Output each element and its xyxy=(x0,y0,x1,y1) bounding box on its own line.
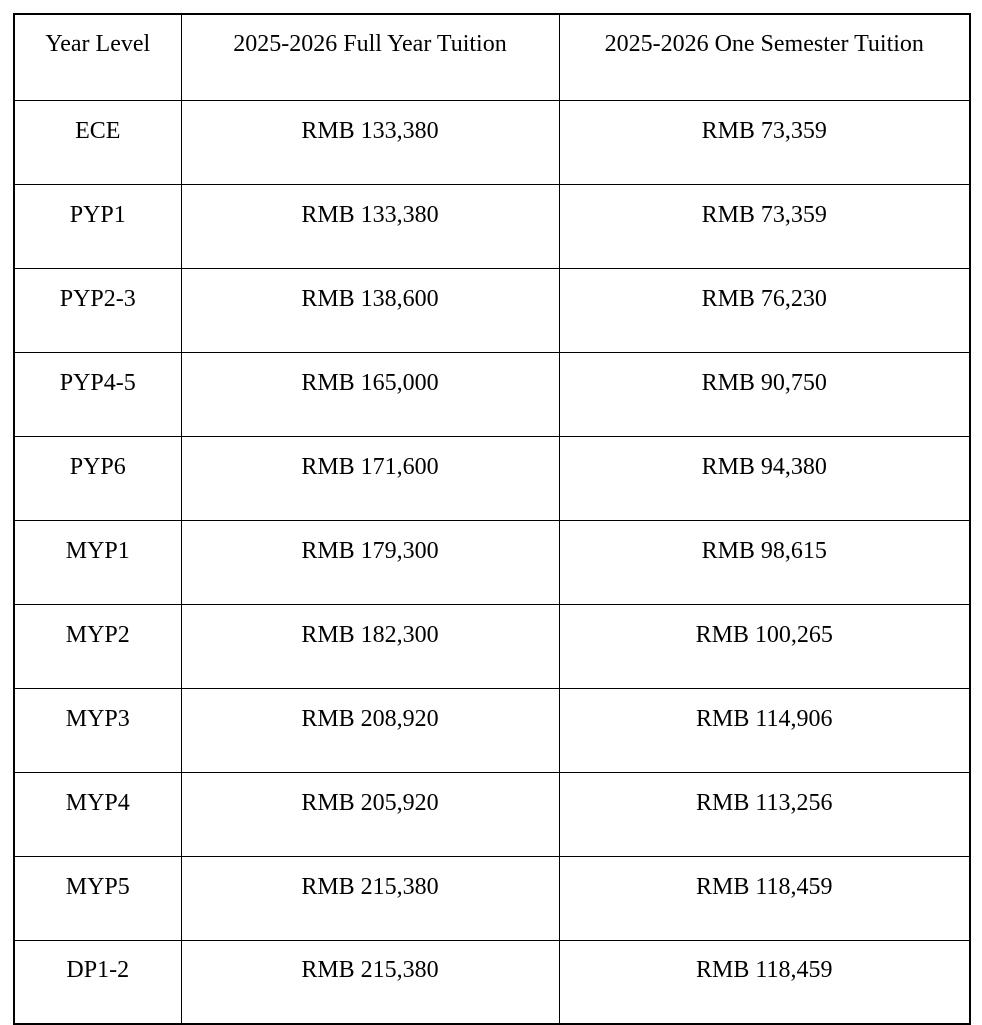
row-one-semester-tuition: RMB 118,459 xyxy=(559,856,970,940)
header-year-level: Year Level xyxy=(14,14,181,100)
row-full-year-tuition: RMB 165,000 xyxy=(181,352,559,436)
row-year-level: PYP1 xyxy=(14,184,181,268)
row-one-semester-tuition: RMB 94,380 xyxy=(559,436,970,520)
row-full-year-tuition: RMB 171,600 xyxy=(181,436,559,520)
row-full-year-tuition: RMB 205,920 xyxy=(181,772,559,856)
table-row xyxy=(14,856,970,940)
table-row xyxy=(14,772,970,856)
header-one-semester-tuition: 2025-2026 One Semester Tuition xyxy=(559,14,970,100)
table-row xyxy=(14,100,970,184)
table-row xyxy=(14,688,970,772)
row-year-level: DP1-2 xyxy=(14,940,181,1024)
row-year-level: ECE xyxy=(14,100,181,184)
table-row xyxy=(14,604,970,688)
row-one-semester-tuition: RMB 73,359 xyxy=(559,184,970,268)
table-row xyxy=(14,940,970,1024)
row-year-level: PYP6 xyxy=(14,436,181,520)
row-one-semester-tuition: RMB 90,750 xyxy=(559,352,970,436)
row-one-semester-tuition: RMB 98,615 xyxy=(559,520,970,604)
table-row xyxy=(14,520,970,604)
header-row xyxy=(14,14,970,100)
header-full-year-tuition: 2025-2026 Full Year Tuition xyxy=(181,14,559,100)
row-full-year-tuition: RMB 215,380 xyxy=(181,940,559,1024)
row-one-semester-tuition: RMB 114,906 xyxy=(559,688,970,772)
row-full-year-tuition: RMB 215,380 xyxy=(181,856,559,940)
row-year-level: PYP4-5 xyxy=(14,352,181,436)
row-one-semester-tuition: RMB 76,230 xyxy=(559,268,970,352)
table-body xyxy=(14,100,970,1024)
row-one-semester-tuition: RMB 113,256 xyxy=(559,772,970,856)
row-year-level: MYP2 xyxy=(14,604,181,688)
tuition-table xyxy=(13,13,971,1025)
row-full-year-tuition: RMB 179,300 xyxy=(181,520,559,604)
table-row xyxy=(14,436,970,520)
table-row xyxy=(14,352,970,436)
table-header xyxy=(14,14,970,100)
row-full-year-tuition: RMB 133,380 xyxy=(181,100,559,184)
table-row xyxy=(14,184,970,268)
row-one-semester-tuition: RMB 73,359 xyxy=(559,100,970,184)
row-full-year-tuition: RMB 133,380 xyxy=(181,184,559,268)
row-full-year-tuition: RMB 138,600 xyxy=(181,268,559,352)
row-year-level: PYP2-3 xyxy=(14,268,181,352)
row-year-level: MYP1 xyxy=(14,520,181,604)
row-year-level: MYP3 xyxy=(14,688,181,772)
row-full-year-tuition: RMB 208,920 xyxy=(181,688,559,772)
row-full-year-tuition: RMB 182,300 xyxy=(181,604,559,688)
row-one-semester-tuition: RMB 118,459 xyxy=(559,940,970,1024)
row-year-level: MYP4 xyxy=(14,772,181,856)
row-one-semester-tuition: RMB 100,265 xyxy=(559,604,970,688)
table-row xyxy=(14,268,970,352)
row-year-level: MYP5 xyxy=(14,856,181,940)
